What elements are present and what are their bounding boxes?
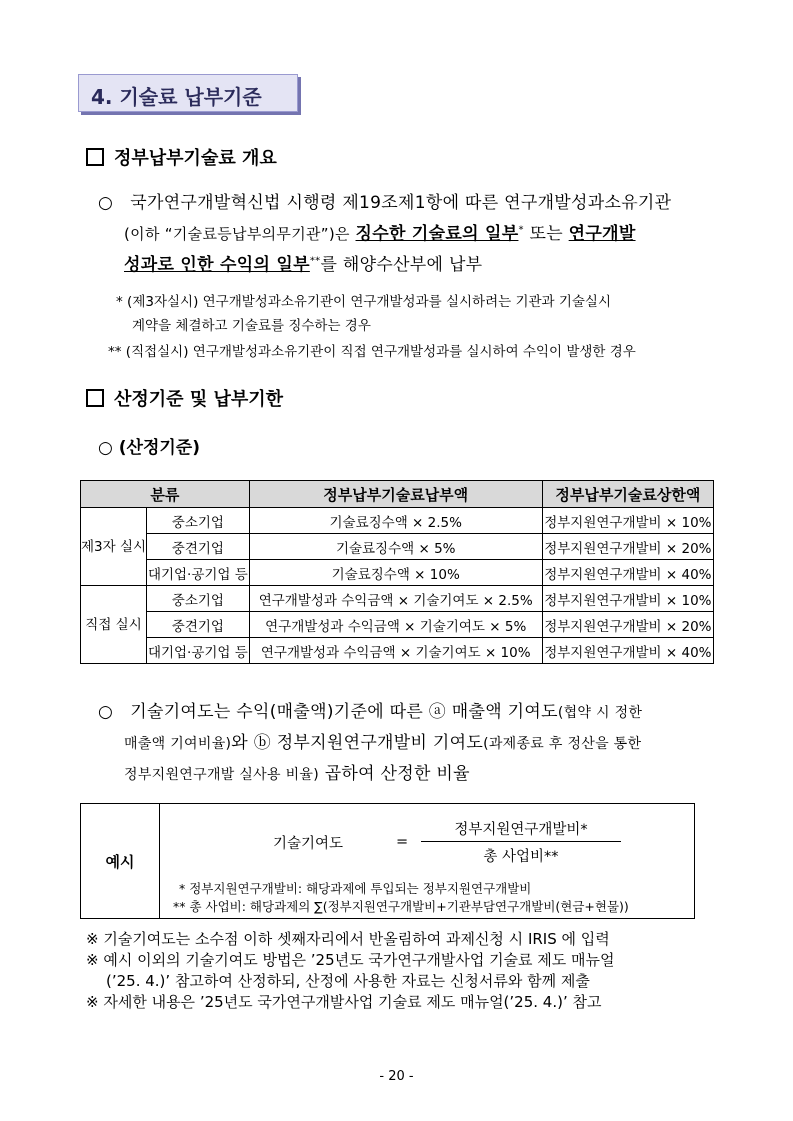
header-category: 분류 (81, 481, 250, 508)
overview-line-3: 성과로 인한 수익의 일부**를 해양수산부에 납부 (124, 255, 483, 275)
cell-amount: 연구개발성과 수익금액 × 기술기여도 × 10% (249, 638, 542, 664)
cell-type: 중소기업 (147, 586, 250, 612)
cell-type: 대기업·공기업 등 (147, 560, 250, 586)
formula-numerator: 정부지원연구개발비* (454, 822, 588, 838)
header-cap: 정부납부기술료상한액 (542, 481, 713, 508)
example-label: 예시 (81, 804, 160, 918)
note-1: ※ 기술기여도는 소수점 이하 셋째자리에서 반올림하여 과제신청 시 IRIS 에 입력 (86, 930, 610, 948)
cell-type: 중견기업 (147, 534, 250, 560)
overview-line-1: ○ 국가연구개발혁신법 시행령 제19조제1항에 따른 연구개발성과소유기관 (98, 193, 672, 213)
criteria-subheading: ○ (산정기준) (98, 438, 200, 458)
cell-cap: 정부지원연구개발비 × 40% (542, 638, 713, 664)
cell-cap: 정부지원연구개발비 × 10% (542, 508, 713, 534)
fraction-bar (421, 841, 621, 842)
group-label: 제3자 실시 (81, 508, 147, 586)
cell-cap: 정부지원연구개발비 × 20% (542, 534, 713, 560)
cell-cap: 정부지원연구개발비 × 40% (542, 560, 713, 586)
overview-heading: 정부납부기술료 개요 (86, 144, 277, 170)
contribution-line-2: 매출액 기여비율)와 ⓑ 정부지원연구개발비 기여도(과제종료 후 정산을 통한 (124, 733, 642, 753)
cell-cap: 정부지원연구개발비 × 10% (542, 586, 713, 612)
table-row (81, 508, 714, 534)
footnote-1: * (제3자실시) 연구개발성과소유기관이 연구개발성과를 실시하려는 기관과 기술실시 (116, 294, 612, 310)
overview-line-2: (이하 “기술료등납부의무기관”)은 징수한 기술료의 일부* 또는 연구개발 (124, 224, 636, 244)
formula-equals: = (396, 834, 409, 850)
note-2: ※ 예시 이외의 기술기여도 방법은 ’25년도 국가연구개발사업 기술료 제도 매뉴얼 (86, 951, 615, 969)
cell-type: 대기업·공기업 등 (147, 638, 250, 664)
example-note-1: * 정부지원연구개발비: 해당과제에 투입되는 정부지원연구개발비 (179, 881, 532, 896)
footnote-1-cont: 계약을 체결하고 기술료를 징수하는 경우 (132, 318, 371, 334)
cell-amount: 기술료징수액 × 2.5% (249, 508, 542, 534)
criteria-heading: 산정기준 및 납부기한 (86, 385, 283, 411)
group-label: 직접 실시 (81, 586, 147, 664)
table-row (81, 586, 714, 612)
royalty-table (80, 480, 714, 664)
cell-cap: 정부지원연구개발비 × 20% (542, 612, 713, 638)
contribution-line-3: 정부지원연구개발 실사용 비율) 곱하여 산정한 비율 (124, 764, 470, 784)
checkbox-square-icon (86, 148, 104, 166)
formula-denominator: 총 사업비** (483, 849, 559, 865)
section-title: 4. 기술료 납부기준 (91, 85, 262, 109)
cell-amount: 기술료징수액 × 10% (249, 560, 542, 586)
table-header-row (81, 481, 714, 508)
note-3: ※ 자세한 내용은 ’25년도 국가연구개발사업 기술료 제도 매뉴얼(’25. 4.)’ 참고 (86, 993, 602, 1011)
footnote-2: ** (직접실시) 연구개발성과소유기관이 직접 연구개발성과를 실시하여 수익이 발생한 경우 (108, 344, 636, 360)
example-note-2: ** 총 사업비: 해당과제의 ∑(정부지원연구개발비+기관부담연구개발비(현금+현물)) (173, 899, 629, 914)
header-amount: 정부납부기술료납부액 (249, 481, 542, 508)
bullet-circle: ○ (98, 193, 114, 213)
table-row (81, 612, 714, 638)
note-2-cont: (’25. 4.)’ 참고하여 산정하되, 산정에 사용한 자료는 신청서류와 함께 제출 (106, 972, 590, 990)
section-banner (78, 74, 298, 112)
table-row (81, 560, 714, 586)
cell-type: 중견기업 (147, 612, 250, 638)
cell-amount: 연구개발성과 수익금액 × 기술기여도 × 2.5% (249, 586, 542, 612)
contribution-line-1: ○ 기술기여도는 수익(매출액)기준에 따른 ⓐ 매출액 기여도(협약 시 정한 (98, 702, 643, 722)
checkbox-square-icon (86, 389, 104, 407)
cell-type: 중소기업 (147, 508, 250, 534)
formula-lhs: 기술기여도 (273, 836, 344, 852)
example-box (80, 803, 695, 919)
table-row (81, 534, 714, 560)
table-row (81, 638, 714, 664)
cell-amount: 연구개발성과 수익금액 × 기술기여도 × 5% (249, 612, 542, 638)
cell-amount: 기술료징수액 × 5% (249, 534, 542, 560)
page-number: - 20 - (379, 1069, 414, 1084)
